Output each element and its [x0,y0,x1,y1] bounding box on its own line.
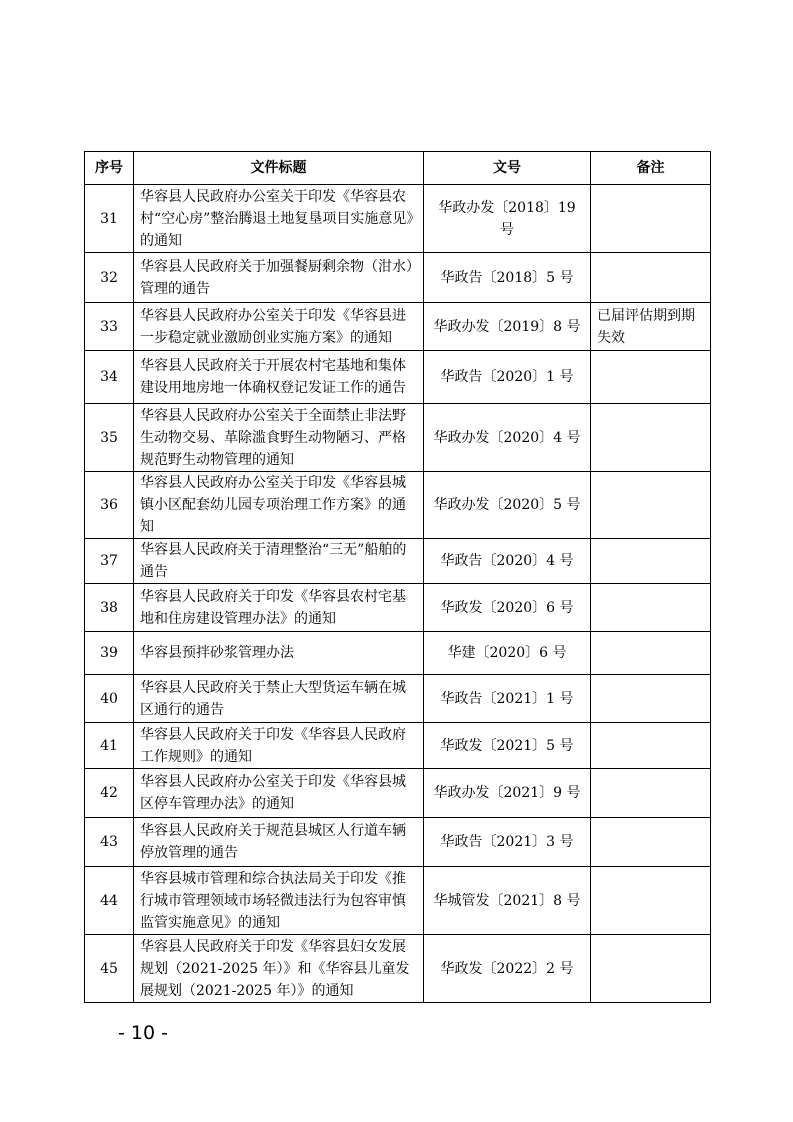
row-remark [591,935,711,1003]
row-doc-no: 华政办发〔2019〕8 号 [424,303,591,351]
row-remark [591,351,711,404]
row-doc-no: 华政告〔2021〕1 号 [424,675,591,723]
row-title: 华容县人民政府办公室关于全面禁止非法野生动物交易、革除滥食野生动物陋习、严格规范野生动物管理的通知 [134,404,424,472]
row-doc-no: 华政发〔2021〕5 号 [424,723,591,769]
table-row [85,723,711,769]
row-remark [591,867,711,935]
row-title: 华容县人民政府办公室关于印发《华容县农村“空心房”整治腾退土地复垦项目实施意见》的通知 [134,185,424,253]
row-doc-no: 华政告〔2020〕4 号 [424,539,591,584]
row-title: 华容县人民政府关于禁止大型货运车辆在城区通行的通告 [134,675,424,723]
row-remark [591,539,711,584]
row-remark [591,404,711,472]
row-title: 华容县人民政府关于规范县城区人行道车辆停放管理的通告 [134,818,424,867]
header-no: 序号 [85,152,134,185]
row-doc-no: 华城管发〔2021〕8 号 [424,867,591,935]
row-title: 华容县城市管理和综合执法局关于印发《推行城市管理领域市场轻微违法行为包容审慎监管实施意见》的通知 [134,867,424,935]
row-no: 39 [85,632,134,675]
row-title: 华容县人民政府关于印发《华容县妇女发展规划（2021-2025 年）》和《华容县儿童发展规划（2021-2025 年）》的通知 [134,935,424,1003]
row-title: 华容县人民政府办公室关于印发《华容县城区停车管理办法》的通知 [134,769,424,818]
row-doc-no: 华建〔2020〕6 号 [424,632,591,675]
row-doc-no: 华政办发〔2021〕9 号 [424,769,591,818]
row-remark [591,472,711,539]
row-no: 42 [85,769,134,818]
row-no: 45 [85,935,134,1003]
row-no: 44 [85,867,134,935]
row-remark [591,818,711,867]
table-row [85,404,711,472]
row-title: 华容县预拌砂浆管理办法 [134,632,424,675]
row-doc-no: 华政办发〔2020〕4 号 [424,404,591,472]
row-remark [591,675,711,723]
row-doc-no: 华政告〔2021〕3 号 [424,818,591,867]
row-doc-no: 华政告〔2020〕1 号 [424,351,591,404]
row-remark: 已届评估期到期失效 [591,303,711,351]
row-no: 34 [85,351,134,404]
row-title: 华容县人民政府关于清理整治“三无”船舶的通告 [134,539,424,584]
row-title: 华容县人民政府关于印发《华容县人民政府工作规则》的通知 [134,723,424,769]
row-no: 35 [85,404,134,472]
row-no: 32 [85,253,134,303]
table-row [85,351,711,404]
row-no: 43 [85,818,134,867]
document-table [84,151,711,1003]
table-row [85,253,711,303]
row-title: 华容县人民政府关于开展农村宅基地和集体建设用地房地一体确权登记发证工作的通告 [134,351,424,404]
row-no: 36 [85,472,134,539]
table-row [85,539,711,584]
row-doc-no: 华政告〔2018〕5 号 [424,253,591,303]
row-title: 华容县人民政府办公室关于印发《华容县进一步稳定就业激励创业实施方案》的通知 [134,303,424,351]
row-remark [591,632,711,675]
row-no: 38 [85,584,134,632]
page-number: - 10 - [118,1022,168,1044]
table-row [85,867,711,935]
table-header-row [85,152,711,185]
row-remark [591,253,711,303]
row-no: 31 [85,185,134,253]
row-doc-no: 华政发〔2020〕6 号 [424,584,591,632]
table-row [85,584,711,632]
header-title: 文件标题 [134,152,424,185]
header-doc-no: 文号 [424,152,591,185]
table-row [85,818,711,867]
table-row [85,303,711,351]
row-remark [591,185,711,253]
header-remark: 备注 [591,152,711,185]
table-row [85,935,711,1003]
row-remark [591,584,711,632]
row-no: 41 [85,723,134,769]
row-doc-no: 华政发〔2022〕2 号 [424,935,591,1003]
row-no: 33 [85,303,134,351]
row-remark [591,769,711,818]
row-remark [591,723,711,769]
row-no: 40 [85,675,134,723]
table-row [85,472,711,539]
row-no: 37 [85,539,134,584]
row-title: 华容县人民政府关于印发《华容县农村宅基地和住房建设管理办法》的通知 [134,584,424,632]
table-row [85,675,711,723]
table-row [85,769,711,818]
table-row [85,185,711,253]
row-title: 华容县人民政府办公室关于印发《华容县城镇小区配套幼儿园专项治理工作方案》的通知 [134,472,424,539]
table-row [85,632,711,675]
row-doc-no: 华政办发〔2020〕5 号 [424,472,591,539]
row-doc-no: 华政办发〔2018〕19 号 [424,185,591,253]
row-title: 华容县人民政府关于加强餐厨剩余物（泔水）管理的通告 [134,253,424,303]
